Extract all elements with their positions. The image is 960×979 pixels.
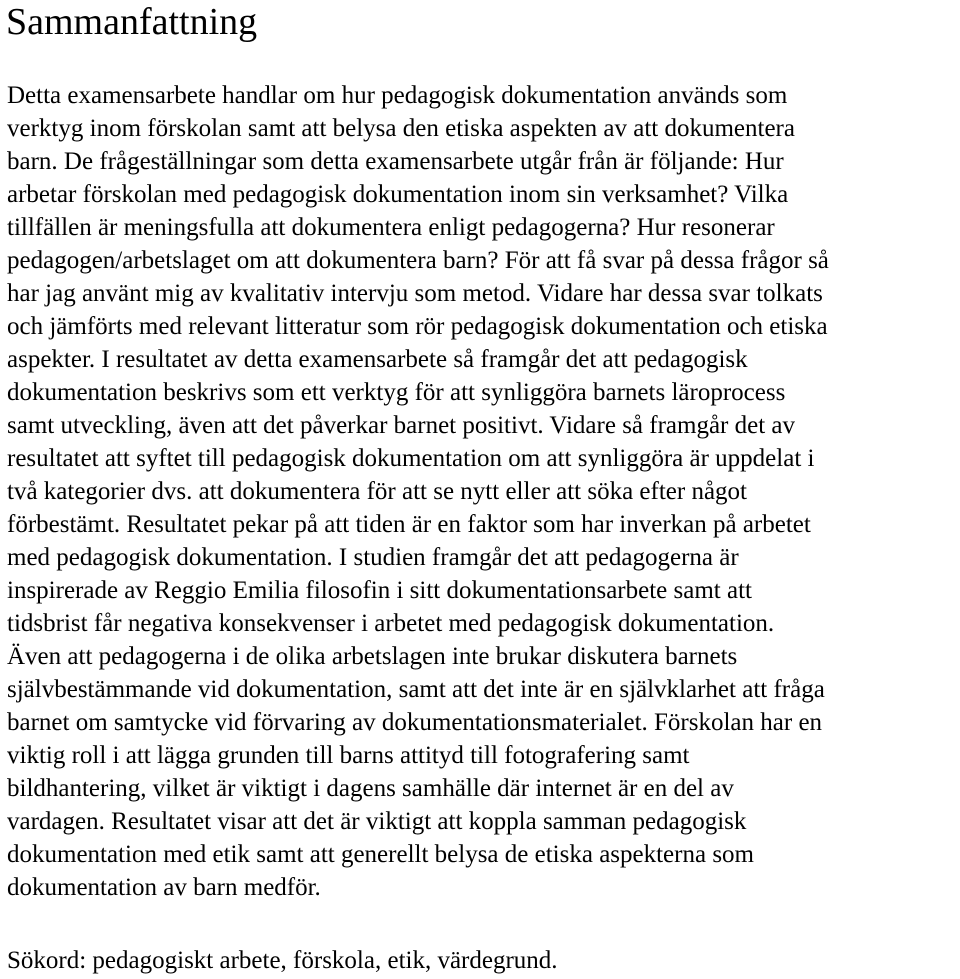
abstract-line: pedagogen/arbetslaget om att dokumentera barn? För att få svar på dessa frågor så xyxy=(7,247,829,274)
abstract-line: barn. De frågeställningar som detta examensarbete utgår från är följande: Hur xyxy=(7,148,784,175)
abstract-line: tidsbrist får negativa konsekvenser i arbetet med pedagogisk dokumentation. xyxy=(7,610,775,637)
abstract-line: med pedagogisk dokumentation. I studien framgår det att pedagogerna är xyxy=(7,544,739,571)
abstract-line: inspirerade av Reggio Emilia filosofin i sitt dokumentationsarbete samt att xyxy=(7,577,752,604)
abstract-line: två kategorier dvs. att dokumentera för att se nytt eller att söka efter något xyxy=(7,478,748,505)
abstract-line: har jag använt mig av kvalitativ intervju som metod. Vidare har dessa svar tolkats xyxy=(7,280,823,307)
abstract-line: aspekter. I resultatet av detta examensarbete så framgår det att pedagogisk xyxy=(7,346,748,373)
abstract-line: Även att pedagogerna i de olika arbetslagen inte brukar diskutera barnets xyxy=(7,643,738,670)
abstract-line: och jämförts med relevant litteratur som rör pedagogisk dokumentation och etiska xyxy=(7,313,828,340)
abstract-line: verktyg inom förskolan samt att belysa den etiska aspekten av att dokumentera xyxy=(7,115,795,142)
abstract-line: barnet om samtycke vid förvaring av dokumentationsmaterialet. Förskolan har en xyxy=(7,709,823,736)
abstract-line: Detta examensarbete handlar om hur pedagogisk dokumentation används som xyxy=(7,82,788,109)
abstract-line: förbestämt. Resultatet pekar på att tiden är en faktor som har inverkan på arbetet xyxy=(7,511,811,538)
abstract-line: dokumentation med etik samt att generellt belysa de etiska aspekterna som xyxy=(7,841,754,868)
abstract-line: viktig roll i att lägga grunden till barns attityd till fotografering samt xyxy=(7,742,690,769)
abstract-line: bildhantering, vilket är viktigt i dagens samhälle där internet är en del av xyxy=(7,775,734,802)
abstract-line: samt utveckling, även att det påverkar barnet positivt. Vidare så framgår det av xyxy=(7,412,796,439)
keywords-line: Sökord: pedagogiskt arbete, förskola, etik, värdegrund. xyxy=(7,947,558,974)
abstract-paragraph xyxy=(7,79,955,904)
abstract-line: dokumentation av barn medför. xyxy=(7,874,321,901)
abstract-line: självbestämmande vid dokumentation, samt att det inte är en självklarhet att fråga xyxy=(7,676,825,703)
abstract-line: tillfällen är meningsfulla att dokumentera enligt pedagogerna? Hur resonerar xyxy=(7,214,775,241)
abstract-line: vardagen. Resultatet visar att det är viktigt att koppla samman pedagogisk xyxy=(7,808,747,835)
abstract-line: dokumentation beskrivs som ett verktyg för att synliggöra barnets läroprocess xyxy=(7,379,786,406)
abstract-line: resultatet att syftet till pedagogisk dokumentation om att synliggöra är uppdelat i xyxy=(7,445,815,472)
abstract-line: arbetar förskolan med pedagogisk dokumentation inom sin verksamhet? Vilka xyxy=(7,181,789,208)
page-title: Sammanfattning xyxy=(6,1,258,43)
